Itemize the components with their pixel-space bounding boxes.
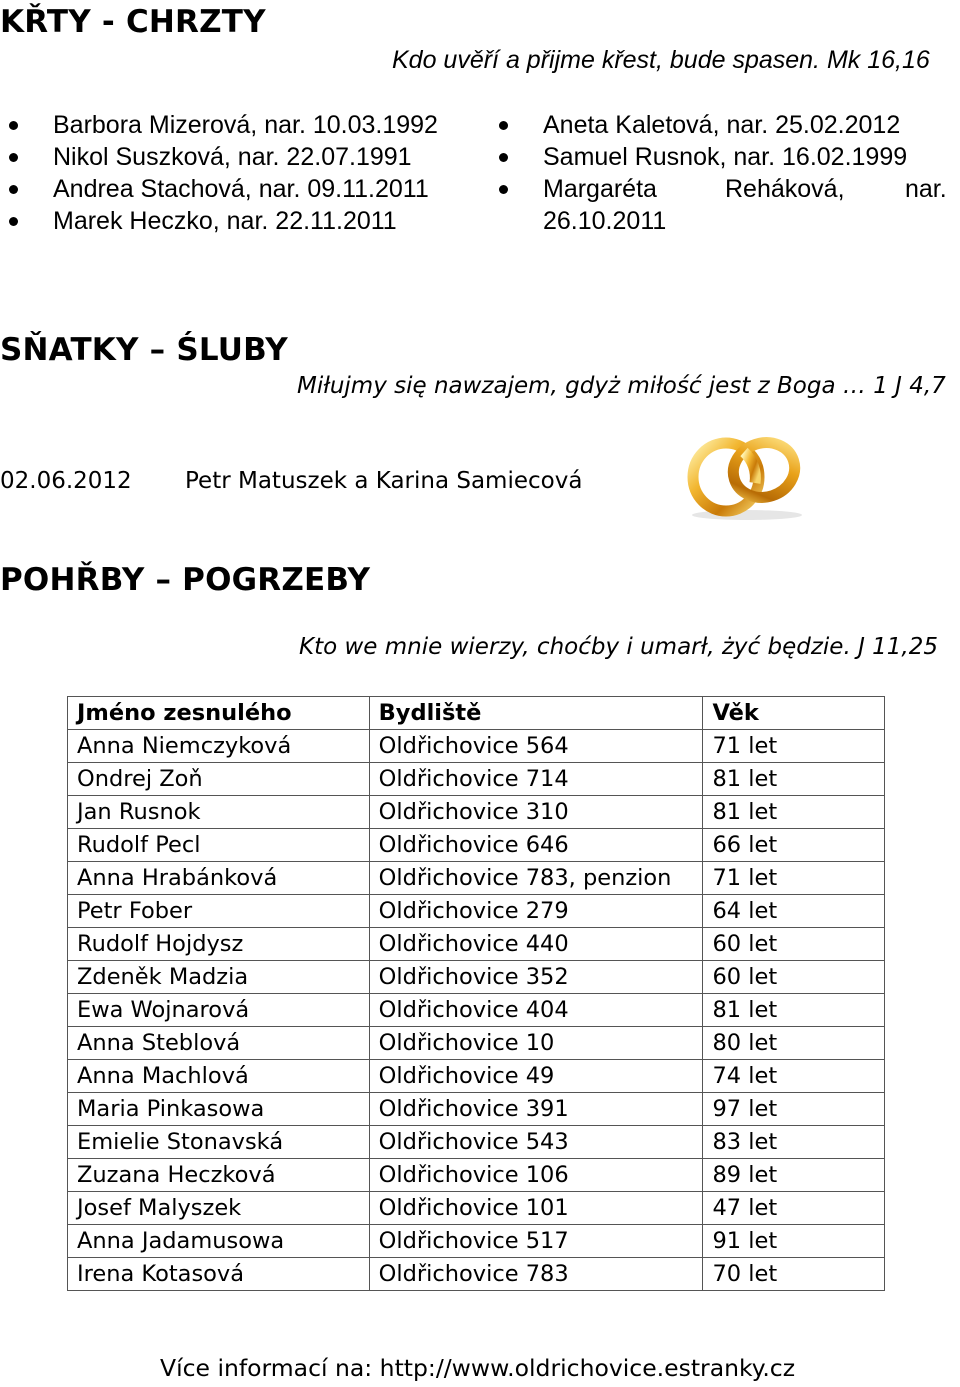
cell-residence: Oldřichovice 714 xyxy=(369,763,703,796)
table-row xyxy=(68,895,885,928)
cell-age: 80 let xyxy=(703,1027,885,1060)
table-row xyxy=(68,928,885,961)
cell-age: 81 let xyxy=(703,994,885,1027)
cell-name: Anna Jadamusowa xyxy=(68,1225,370,1258)
list-item: Aneta Kaletová, nar. 25.02.2012 xyxy=(499,109,959,141)
cell-name: Zdeněk Madzia xyxy=(68,961,370,994)
cell-residence: Oldřichovice 279 xyxy=(369,895,703,928)
cell-residence: Oldřichovice 101 xyxy=(369,1192,703,1225)
cell-age: 60 let xyxy=(703,961,885,994)
wedding-date: 02.06.2012 xyxy=(0,468,132,494)
cell-residence: Oldřichovice 404 xyxy=(369,994,703,1027)
wedding-rings-icon xyxy=(682,425,812,523)
cell-name: Jan Rusnok xyxy=(68,796,370,829)
weddings-quote: Miłujmy się nawzajem, gdyż miłość jest z Boga … 1 J 4,7 xyxy=(297,373,946,399)
cell-residence: Oldřichovice 440 xyxy=(369,928,703,961)
cell-name: Rudolf Pecl xyxy=(68,829,370,862)
cell-name: Ondrej Zoň xyxy=(68,763,370,796)
bullet-icon xyxy=(9,153,18,162)
table-row xyxy=(68,1192,885,1225)
funerals-table-body xyxy=(68,730,885,1291)
cell-name: Maria Pinkasowa xyxy=(68,1093,370,1126)
cell-name: Josef Malyszek xyxy=(68,1192,370,1225)
cell-age: 60 let xyxy=(703,928,885,961)
table-row xyxy=(68,1126,885,1159)
table-row xyxy=(68,1093,885,1126)
baptisms-right-list xyxy=(499,109,959,237)
bullet-icon xyxy=(499,185,508,194)
cell-residence: Oldřichovice 543 xyxy=(369,1126,703,1159)
cell-residence: Oldřichovice 646 xyxy=(369,829,703,862)
cell-residence: Oldřichovice 783 xyxy=(369,1258,703,1291)
column-header-age: Věk xyxy=(703,697,885,730)
weddings-title: SŇATKY – ŚLUBY xyxy=(0,332,288,368)
cell-name: Zuzana Heczková xyxy=(68,1159,370,1192)
table-header-row xyxy=(68,697,885,730)
cell-name: Irena Kotasová xyxy=(68,1258,370,1291)
cell-age: 71 let xyxy=(703,730,885,763)
baptisms-left-list xyxy=(9,109,469,237)
cell-age: 89 let xyxy=(703,1159,885,1192)
bullet-icon xyxy=(9,185,18,194)
footer xyxy=(160,1354,795,1382)
cell-name: Ewa Wojnarová xyxy=(68,994,370,1027)
table-row xyxy=(68,763,885,796)
table-row xyxy=(68,796,885,829)
funerals-title: POHŘBY – POGRZEBY xyxy=(0,562,371,598)
cell-name: Anna Niemczyková xyxy=(68,730,370,763)
table-row xyxy=(68,829,885,862)
cell-age: 97 let xyxy=(703,1093,885,1126)
list-item: Samuel Rusnok, nar. 16.02.1999 xyxy=(499,141,959,173)
bullet-icon xyxy=(499,121,508,130)
list-item: Nikol Suszková, nar. 22.07.1991 xyxy=(9,141,469,173)
footer-link[interactable]: http://www.oldrichovice.estranky.cz xyxy=(379,1354,796,1382)
cell-residence: Oldřichovice 106 xyxy=(369,1159,703,1192)
list-item-continuation: 26.10.2011 xyxy=(543,207,667,235)
table-row xyxy=(68,730,885,763)
cell-name: Emielie Stonavská xyxy=(68,1126,370,1159)
column-header-name: Jméno zesnulého xyxy=(68,697,370,730)
bullet-icon xyxy=(9,121,18,130)
list-item: Margaréta Reháková, nar. xyxy=(499,173,959,205)
column-header-residence: Bydliště xyxy=(369,697,703,730)
table-row xyxy=(68,1258,885,1291)
table-row xyxy=(68,961,885,994)
cell-residence: Oldřichovice 783, penzion xyxy=(369,862,703,895)
cell-age: 83 let xyxy=(703,1126,885,1159)
cell-age: 64 let xyxy=(703,895,885,928)
baptisms-quote: Kdo uvěří a přijme křest, bude spasen. Mk 16,16 xyxy=(392,46,930,74)
cell-name: Petr Fober xyxy=(68,895,370,928)
cell-residence: Oldřichovice 10 xyxy=(369,1027,703,1060)
cell-residence: Oldřichovice 49 xyxy=(369,1060,703,1093)
cell-age: 66 let xyxy=(703,829,885,862)
cell-name: Anna Machlová xyxy=(68,1060,370,1093)
cell-age: 71 let xyxy=(703,862,885,895)
bullet-icon xyxy=(499,153,508,162)
wedding-couple: Petr Matuszek a Karina Samiecová xyxy=(185,468,583,494)
cell-residence: Oldřichovice 310 xyxy=(369,796,703,829)
cell-age: 74 let xyxy=(703,1060,885,1093)
table-row xyxy=(68,1060,885,1093)
cell-age: 70 let xyxy=(703,1258,885,1291)
list-item: Barbora Mizerová, nar. 10.03.1992 xyxy=(9,109,469,141)
table-row xyxy=(68,1225,885,1258)
baptisms-title: KŘTY - CHRZTY xyxy=(0,4,266,40)
cell-name: Anna Steblová xyxy=(68,1027,370,1060)
cell-age: 91 let xyxy=(703,1225,885,1258)
cell-residence: Oldřichovice 352 xyxy=(369,961,703,994)
list-item: Marek Heczko, nar. 22.11.2011 xyxy=(9,205,469,237)
table-row xyxy=(68,1159,885,1192)
table-row xyxy=(68,862,885,895)
table-row xyxy=(68,1027,885,1060)
cell-age: 81 let xyxy=(703,796,885,829)
funerals-table xyxy=(67,696,885,1291)
bullet-icon xyxy=(9,217,18,226)
cell-name: Anna Hrabánková xyxy=(68,862,370,895)
list-item: Andrea Stachová, nar. 09.11.2011 xyxy=(9,173,469,205)
footer-label: Více informací na: xyxy=(160,1354,380,1382)
funerals-quote: Kto we mnie wierzy, choćby i umarł, żyć będzie. J 11,25 xyxy=(299,634,939,660)
cell-residence: Oldřichovice 564 xyxy=(369,730,703,763)
cell-name: Rudolf Hojdysz xyxy=(68,928,370,961)
table-row xyxy=(68,994,885,1027)
cell-age: 81 let xyxy=(703,763,885,796)
cell-residence: Oldřichovice 517 xyxy=(369,1225,703,1258)
cell-residence: Oldřichovice 391 xyxy=(369,1093,703,1126)
cell-age: 47 let xyxy=(703,1192,885,1225)
